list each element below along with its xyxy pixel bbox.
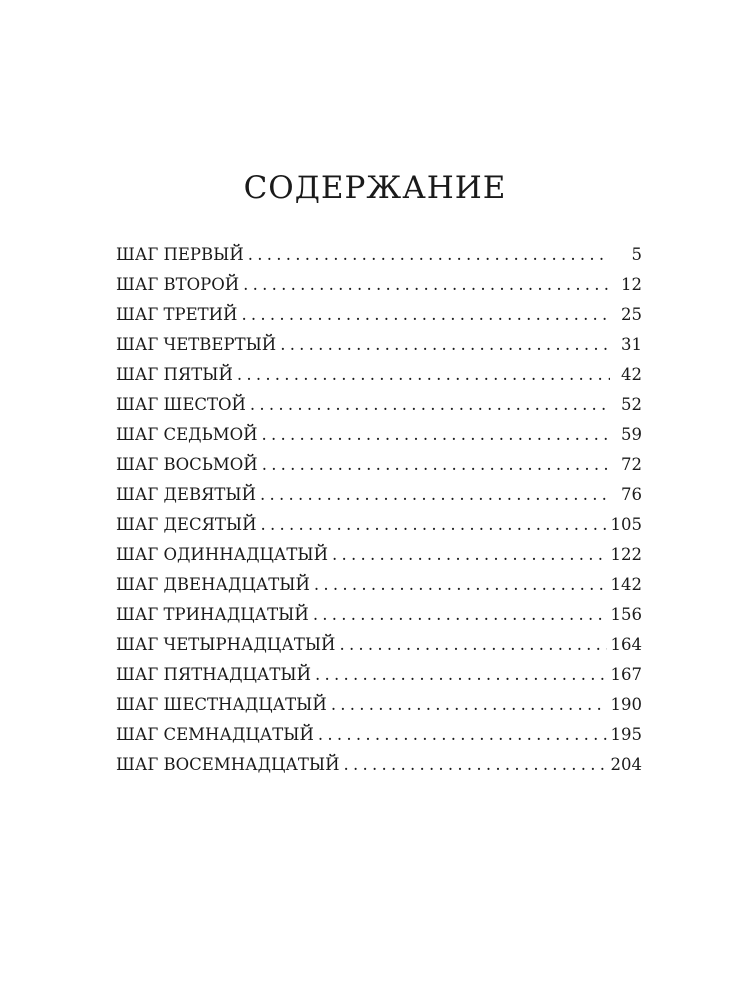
toc-entry-page-number: 76 [621, 485, 642, 504]
dot-leader [262, 420, 610, 450]
toc-entry[interactable] [116, 570, 642, 600]
toc-entry-page-number: 105 [610, 515, 642, 534]
toc-entry[interactable] [116, 510, 642, 540]
toc-entry-page-number: 42 [621, 365, 642, 384]
dot-leader [261, 510, 607, 540]
dot-leader [339, 630, 606, 660]
toc-entry[interactable] [116, 720, 642, 750]
dot-leader [237, 360, 610, 390]
toc-entry[interactable] [116, 660, 642, 690]
toc-entry[interactable] [116, 540, 642, 570]
toc-entry-label: ШАГ ЧЕТЫРНАДЦАТЫЙ [116, 635, 336, 654]
toc-entry-label: ШАГ СЕДЬМОЙ [116, 425, 258, 444]
toc-entry-label: ШАГ ВОСЕМНАДЦАТЫЙ [116, 755, 340, 774]
toc-entry-label: ШАГ ВТОРОЙ [116, 275, 240, 294]
toc-entry-page-number: 25 [621, 305, 642, 324]
toc-entry[interactable] [116, 600, 642, 630]
dot-leader [314, 570, 607, 600]
dot-leader [331, 690, 607, 720]
toc-entry-label: ШАГ ДЕСЯТЫЙ [116, 515, 257, 534]
toc-entry-page-number: 195 [610, 725, 642, 744]
toc-entry-label: ШАГ ТРИНАДЦАТЫЙ [116, 605, 309, 624]
toc-entry-page-number: 12 [621, 275, 642, 294]
toc-entry[interactable] [116, 420, 642, 450]
toc-entry-page-number: 59 [621, 425, 642, 444]
toc-entry-page-number: 142 [610, 575, 642, 594]
toc-entry-label: ШАГ СЕМНАДЦАТЫЙ [116, 725, 314, 744]
toc-entry-label: ШАГ ШЕСТОЙ [116, 395, 246, 414]
dot-leader [332, 540, 606, 570]
table-of-contents [116, 240, 642, 780]
dot-leader [344, 750, 607, 780]
toc-entry[interactable] [116, 360, 642, 390]
toc-entry-page-number: 204 [610, 755, 642, 774]
toc-entry[interactable] [116, 270, 642, 300]
page-title: СОДЕРЖАНИЕ [243, 170, 507, 206]
toc-entry-label: ШАГ ОДИННАДЦАТЫЙ [116, 545, 329, 564]
toc-entry-label: ШАГ ДВЕНАДЦАТЫЙ [116, 575, 310, 594]
dot-leader [315, 660, 606, 690]
toc-entry[interactable] [116, 630, 642, 660]
toc-entry[interactable] [116, 690, 642, 720]
toc-entry[interactable] [116, 240, 642, 270]
toc-entry-label: ШАГ ВОСЬМОЙ [116, 455, 258, 474]
dot-leader [248, 240, 610, 270]
dot-leader [241, 300, 610, 330]
toc-entry-page-number: 167 [610, 665, 642, 684]
dot-leader [280, 330, 610, 360]
dot-leader [260, 480, 610, 510]
dot-leader [262, 450, 610, 480]
toc-entry[interactable] [116, 750, 642, 780]
toc-entry-page-number: 72 [621, 455, 642, 474]
toc-entry[interactable] [116, 480, 642, 510]
toc-entry-page-number: 122 [610, 545, 642, 564]
toc-entry-page-number: 164 [610, 635, 642, 654]
toc-entry-label: ШАГ ПЕРВЫЙ [116, 245, 244, 264]
toc-entry-page-number: 31 [621, 335, 642, 354]
toc-entry[interactable] [116, 450, 642, 480]
toc-entry-label: ШАГ ПЯТНАДЦАТЫЙ [116, 665, 312, 684]
dot-leader [243, 270, 610, 300]
toc-entry-page-number: 5 [631, 245, 642, 264]
toc-entry-page-number: 190 [610, 695, 642, 714]
toc-entry-label: ШАГ ТРЕТИЙ [116, 305, 238, 324]
dot-leader [313, 600, 607, 630]
toc-entry-label: ШАГ ЧЕТВЕРТЫЙ [116, 335, 277, 354]
toc-entry-page-number: 52 [621, 395, 642, 414]
toc-entry[interactable] [116, 300, 642, 330]
toc-entry[interactable] [116, 390, 642, 420]
toc-entry-label: ШАГ ШЕСТНАДЦАТЫЙ [116, 695, 327, 714]
toc-entry-label: ШАГ ПЯТЫЙ [116, 365, 233, 384]
toc-entry-label: ШАГ ДЕВЯТЫЙ [116, 485, 257, 504]
toc-entry[interactable] [116, 330, 642, 360]
dot-leader [250, 390, 610, 420]
toc-entry-page-number: 156 [610, 605, 642, 624]
dot-leader [318, 720, 607, 750]
